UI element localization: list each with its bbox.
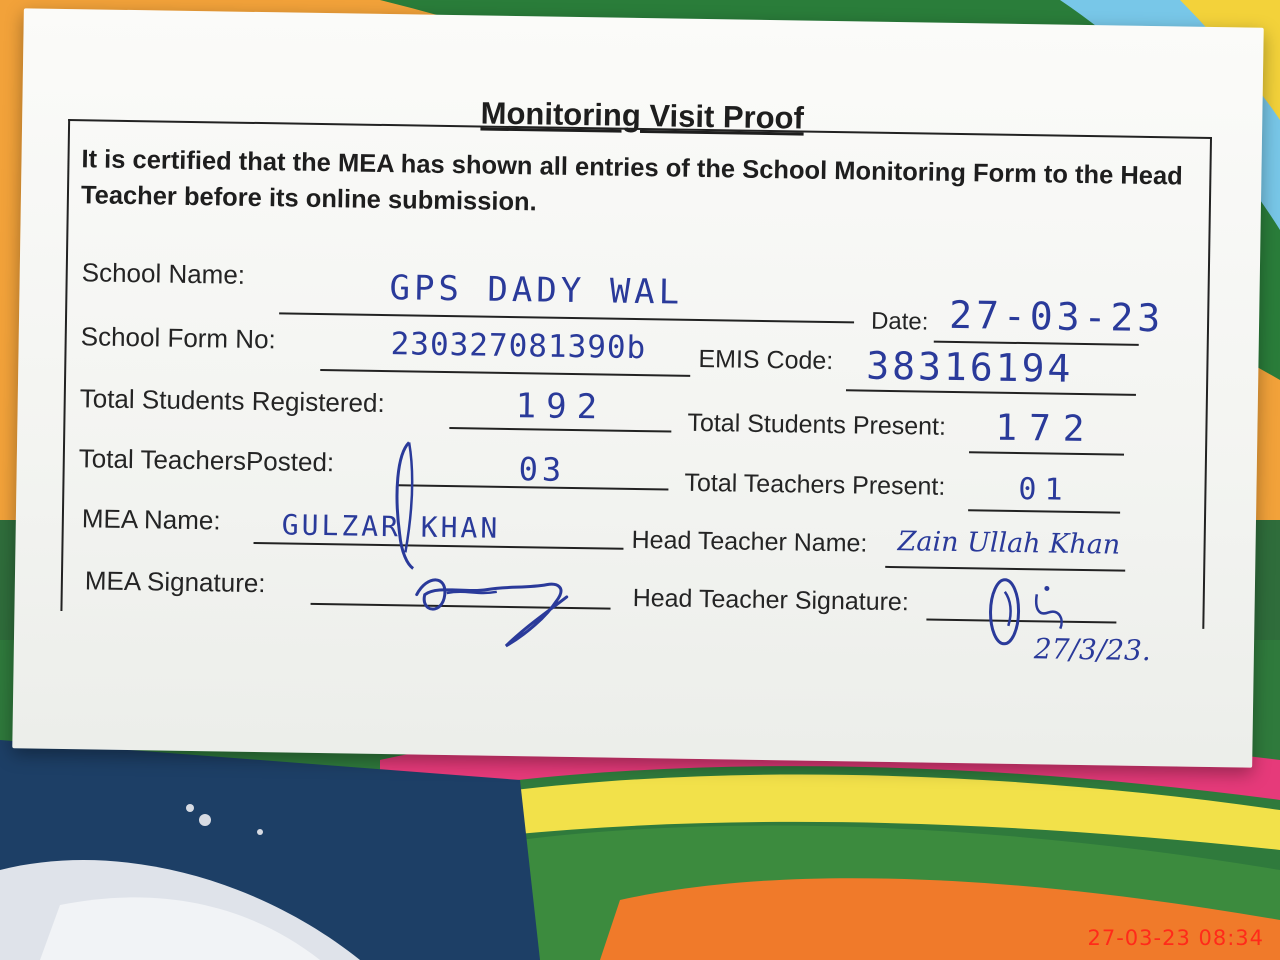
emis-code-label: EMIS Code: <box>698 344 834 376</box>
mea-name-label: MEA Name: <box>81 503 221 536</box>
form-title: Monitoring Visit Proof <box>480 95 805 136</box>
camera-timestamp: 27-03-23 08:34 <box>1087 926 1264 950</box>
total-teachers-present-value: 01 <box>1018 471 1071 508</box>
head-teacher-signature-scribble <box>974 571 1085 653</box>
head-teacher-name-label: Head Teacher Name: <box>631 525 868 558</box>
total-teachers-posted-value: 03 <box>518 450 566 489</box>
school-form-no-value: 230327081390b <box>390 326 647 367</box>
date-value: 27-03-23 <box>948 292 1165 341</box>
total-teachers-present-label: Total Teachers Present: <box>684 468 946 501</box>
mea-signature-scribble <box>406 554 588 657</box>
certification-text: It is certified that the MEA has shown all entries of the School Monitoring Form to the Head Teacher before its online submission. <box>80 145 1183 217</box>
date-label: Date: <box>870 307 929 336</box>
school-form-no-label: School Form No: <box>80 321 277 355</box>
monitoring-visit-card <box>12 8 1263 767</box>
mea-signature-label: MEA Signature: <box>84 565 266 599</box>
school-name-value: GPS DADY WAL <box>389 268 684 313</box>
school-name-label: School Name: <box>81 257 246 290</box>
total-students-present-value: 172 <box>995 407 1097 451</box>
head-teacher-signature-date: 27/3/23. <box>1033 632 1152 668</box>
total-students-registered-value: 192 <box>515 386 608 428</box>
total-teachers-posted-label: Total TeachersPosted: <box>78 443 335 478</box>
head-teacher-signature-label: Head Teacher Signature: <box>632 583 910 617</box>
head-teacher-name-value: Zain Ullah Khan <box>897 526 1121 561</box>
total-students-registered-label: Total Students Registered: <box>79 383 385 419</box>
mea-name-value: GULZAR KHAN <box>281 508 501 545</box>
emis-code-value: 38316194 <box>866 343 1074 391</box>
total-students-present-label: Total Students Present: <box>687 408 947 441</box>
